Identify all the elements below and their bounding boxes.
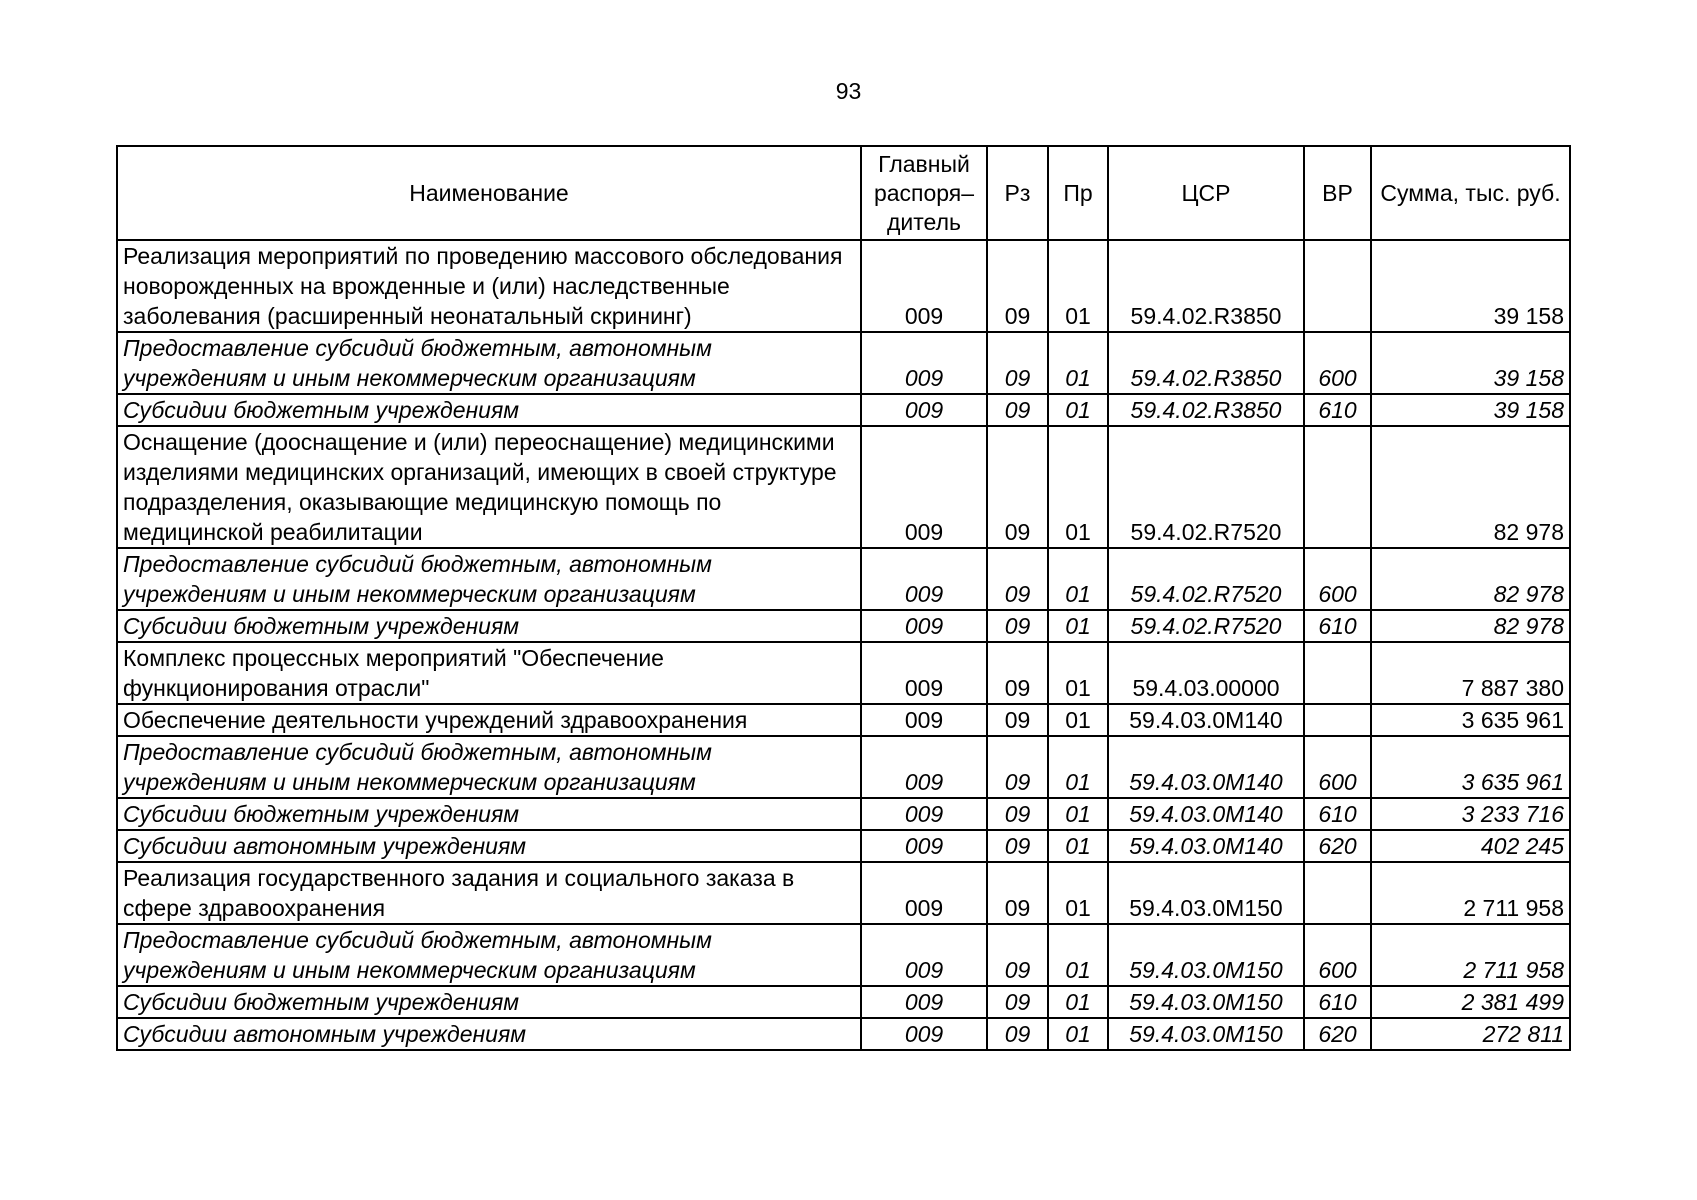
- cell-vr: [1304, 426, 1371, 548]
- table-row: [117, 736, 1570, 798]
- cell-csr: 59.4.03.0М140: [1108, 704, 1304, 736]
- cell-sum: 3 233 716: [1371, 798, 1570, 830]
- cell-name: Субсидии бюджетным учреждениям: [117, 798, 861, 830]
- cell-name: Субсидии автономным учреждениям: [117, 830, 861, 862]
- table-row: [117, 642, 1570, 704]
- budget-table: [116, 145, 1571, 1051]
- cell-vr: 610: [1304, 798, 1371, 830]
- cell-grbs: 009: [861, 830, 987, 862]
- header-name: Наименование: [117, 146, 861, 240]
- cell-csr: 59.4.02.R3850: [1108, 332, 1304, 394]
- cell-sum: 39 158: [1371, 240, 1570, 332]
- cell-sum: 7 887 380: [1371, 642, 1570, 704]
- cell-pr: 01: [1048, 862, 1108, 924]
- table-row: [117, 394, 1570, 426]
- cell-rz: 09: [987, 704, 1048, 736]
- cell-grbs: 009: [861, 1018, 987, 1050]
- cell-pr: 01: [1048, 1018, 1108, 1050]
- cell-name: Обеспечение деятельности учреждений здравоохранения: [117, 704, 861, 736]
- header-vr: ВР: [1304, 146, 1371, 240]
- cell-grbs: 009: [861, 394, 987, 426]
- header-sum: Сумма, тыс. руб.: [1371, 146, 1570, 240]
- cell-vr: [1304, 704, 1371, 736]
- cell-sum: 39 158: [1371, 394, 1570, 426]
- cell-rz: 09: [987, 332, 1048, 394]
- cell-rz: 09: [987, 736, 1048, 798]
- table-row: [117, 548, 1570, 610]
- cell-rz: 09: [987, 830, 1048, 862]
- cell-csr: 59.4.03.00000: [1108, 642, 1304, 704]
- cell-pr: 01: [1048, 240, 1108, 332]
- cell-pr: 01: [1048, 610, 1108, 642]
- page-number: 93: [835, 78, 862, 104]
- cell-grbs: 009: [861, 924, 987, 986]
- cell-csr: 59.4.03.0М150: [1108, 1018, 1304, 1050]
- cell-csr: 59.4.02.R3850: [1108, 394, 1304, 426]
- cell-vr: 600: [1304, 924, 1371, 986]
- cell-name: Предоставление субсидий бюджетным, автономным учреждениям и иным некоммерческим организациям: [117, 736, 861, 798]
- cell-rz: 09: [987, 862, 1048, 924]
- cell-vr: 610: [1304, 394, 1371, 426]
- cell-grbs: 009: [861, 862, 987, 924]
- cell-vr: [1304, 862, 1371, 924]
- cell-csr: 59.4.02.R3850: [1108, 240, 1304, 332]
- header-grbs: Главный распоря– дитель: [861, 146, 987, 240]
- cell-sum: 3 635 961: [1371, 736, 1570, 798]
- table-row: [117, 240, 1570, 332]
- cell-grbs: 009: [861, 426, 987, 548]
- cell-name: Предоставление субсидий бюджетным, автономным учреждениям и иным некоммерческим организациям: [117, 924, 861, 986]
- table-row: [117, 924, 1570, 986]
- cell-sum: 82 978: [1371, 610, 1570, 642]
- cell-rz: 09: [987, 642, 1048, 704]
- cell-vr: [1304, 240, 1371, 332]
- cell-pr: 01: [1048, 642, 1108, 704]
- cell-rz: 09: [987, 548, 1048, 610]
- table-header-row: [117, 146, 1570, 240]
- header-pr: Пр: [1048, 146, 1108, 240]
- cell-name: Субсидии бюджетным учреждениям: [117, 610, 861, 642]
- cell-pr: 01: [1048, 426, 1108, 548]
- cell-pr: 01: [1048, 798, 1108, 830]
- cell-vr: 610: [1304, 610, 1371, 642]
- cell-name: Субсидии бюджетным учреждениям: [117, 394, 861, 426]
- cell-name: Комплекс процессных мероприятий "Обеспечение функционирования отрасли": [117, 642, 861, 704]
- cell-csr: 59.4.03.0М150: [1108, 986, 1304, 1018]
- cell-rz: 09: [987, 798, 1048, 830]
- cell-name: Реализация государственного задания и социального заказа в сфере здравоохранения: [117, 862, 861, 924]
- cell-name: Реализация мероприятий по проведению массового обследования новорожденных на врожденные и (или) наследственные заболевания (расширенный неонатальный скрининг): [117, 240, 861, 332]
- cell-csr: 59.4.03.0М140: [1108, 736, 1304, 798]
- cell-csr: 59.4.02.R7520: [1108, 548, 1304, 610]
- cell-csr: 59.4.03.0М140: [1108, 798, 1304, 830]
- cell-sum: 82 978: [1371, 548, 1570, 610]
- table-row: [117, 986, 1570, 1018]
- header-csr: ЦСР: [1108, 146, 1304, 240]
- cell-rz: 09: [987, 426, 1048, 548]
- cell-sum: 39 158: [1371, 332, 1570, 394]
- cell-grbs: 009: [861, 240, 987, 332]
- cell-grbs: 009: [861, 332, 987, 394]
- table-row: [117, 704, 1570, 736]
- cell-vr: 610: [1304, 986, 1371, 1018]
- cell-pr: 01: [1048, 830, 1108, 862]
- cell-sum: 3 635 961: [1371, 704, 1570, 736]
- cell-rz: 09: [987, 986, 1048, 1018]
- cell-sum: 2 711 958: [1371, 862, 1570, 924]
- cell-grbs: 009: [861, 548, 987, 610]
- cell-pr: 01: [1048, 704, 1108, 736]
- cell-csr: 59.4.03.0М150: [1108, 924, 1304, 986]
- cell-csr: 59.4.02.R7520: [1108, 610, 1304, 642]
- cell-grbs: 009: [861, 610, 987, 642]
- table-row: [117, 332, 1570, 394]
- cell-name: Субсидии автономным учреждениям: [117, 1018, 861, 1050]
- cell-vr: 600: [1304, 736, 1371, 798]
- cell-pr: 01: [1048, 548, 1108, 610]
- cell-csr: 59.4.03.0М140: [1108, 830, 1304, 862]
- table-row: [117, 426, 1570, 548]
- table-row: [117, 830, 1570, 862]
- cell-rz: 09: [987, 394, 1048, 426]
- cell-vr: 600: [1304, 332, 1371, 394]
- cell-name: Субсидии бюджетным учреждениям: [117, 986, 861, 1018]
- cell-name: Предоставление субсидий бюджетным, автономным учреждениям и иным некоммерческим организациям: [117, 332, 861, 394]
- table-row: [117, 798, 1570, 830]
- cell-vr: 600: [1304, 548, 1371, 610]
- cell-vr: [1304, 642, 1371, 704]
- cell-pr: 01: [1048, 736, 1108, 798]
- cell-csr: 59.4.03.0М150: [1108, 862, 1304, 924]
- cell-grbs: 009: [861, 986, 987, 1018]
- cell-grbs: 009: [861, 798, 987, 830]
- table-body: [117, 240, 1570, 1050]
- cell-pr: 01: [1048, 924, 1108, 986]
- cell-pr: 01: [1048, 332, 1108, 394]
- header-rz: Рз: [987, 146, 1048, 240]
- cell-vr: 620: [1304, 830, 1371, 862]
- cell-csr: 59.4.02.R7520: [1108, 426, 1304, 548]
- cell-grbs: 009: [861, 704, 987, 736]
- cell-sum: 82 978: [1371, 426, 1570, 548]
- cell-sum: 402 245: [1371, 830, 1570, 862]
- cell-rz: 09: [987, 240, 1048, 332]
- cell-sum: 272 811: [1371, 1018, 1570, 1050]
- cell-vr: 620: [1304, 1018, 1371, 1050]
- cell-grbs: 009: [861, 642, 987, 704]
- table-row: [117, 610, 1570, 642]
- table-row: [117, 862, 1570, 924]
- cell-sum: 2 381 499: [1371, 986, 1570, 1018]
- cell-rz: 09: [987, 1018, 1048, 1050]
- cell-pr: 01: [1048, 394, 1108, 426]
- cell-rz: 09: [987, 924, 1048, 986]
- table-row: [117, 1018, 1570, 1050]
- cell-sum: 2 711 958: [1371, 924, 1570, 986]
- cell-grbs: 009: [861, 736, 987, 798]
- cell-rz: 09: [987, 610, 1048, 642]
- cell-name: Предоставление субсидий бюджетным, автономным учреждениям и иным некоммерческим организациям: [117, 548, 861, 610]
- cell-name: Оснащение (дооснащение и (или) переоснащение) медицинскими изделиями медицинских организаций, имеющих в своей структуре подразделения, оказывающие медицинскую помощь по медицинской реабилитации: [117, 426, 861, 548]
- cell-pr: 01: [1048, 986, 1108, 1018]
